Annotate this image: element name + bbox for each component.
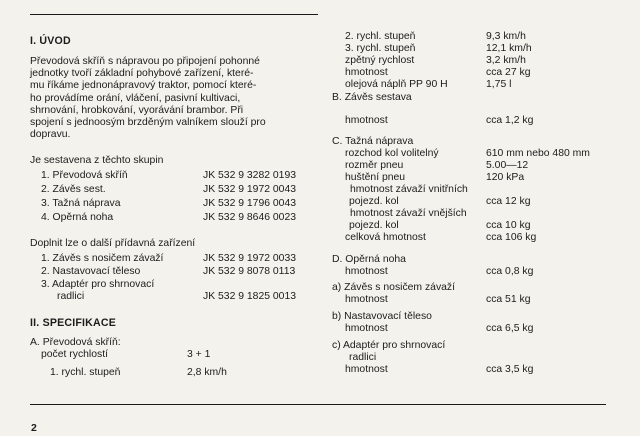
extra-code: JK 532 9 1972 0033 — [203, 253, 297, 264]
spec-b2-value: cca 6,5 kg — [486, 323, 534, 334]
extra-code: JK 532 9 8078 0113 — [203, 266, 296, 277]
spec-gear1-value: 2,8 km/h — [187, 367, 227, 378]
spec-row-value: 1,75 l — [486, 79, 512, 90]
extra-code: JK 532 9 1825 0013 — [203, 291, 297, 302]
spec-a2-title: a) Závěs s nosičem závaží — [332, 282, 455, 293]
spec-c2-title-cont: radlici — [349, 352, 377, 363]
intro-line: spojení s jednoosým brzděným valníkem slouží pro — [30, 117, 266, 129]
spec-a2-value: cca 51 kg — [486, 294, 531, 305]
intro-line: shrnování, hrobkování, vyorávání brambor. Při — [30, 104, 244, 116]
spec-c-value: cca 12 kg — [486, 196, 531, 207]
intro-line: dopravu. — [30, 129, 71, 141]
extra-label: 1. Závěs s nosičem závaží — [41, 253, 164, 264]
group-label: 4. Opěrná noha — [41, 212, 114, 223]
spec-c-value: 610 mm nebo 480 mm — [486, 148, 590, 159]
group-label: 3. Tažná náprava — [41, 198, 121, 209]
spec-row-label: 2. rychl. stupeň — [345, 31, 416, 42]
extra-label: 2. Nastavovací těleso — [41, 266, 141, 277]
spec-c-title: C. Tažná náprava — [332, 136, 414, 147]
spec-d-value: cca 0,8 kg — [486, 266, 534, 277]
spec-c-value: cca 10 kg — [486, 220, 531, 231]
spec-c-value: 5.00—12 — [486, 160, 529, 171]
spec-c-label: hmotnost závaží vnitřních — [350, 184, 468, 195]
spec-c-value: cca 106 kg — [486, 232, 537, 243]
top-rule — [30, 14, 318, 15]
spec-row-label: zpětný rychlost — [345, 55, 415, 66]
section-title-specifikace: II. SPECIFIKACE — [30, 317, 116, 329]
intro-line: ho provádíme orání, vláčení, pasivní kultivaci, — [30, 92, 241, 104]
section-title-uvod: I. ÚVOD — [30, 35, 71, 47]
extras-title: Doplnit lze o další přídavná zařízení — [30, 238, 196, 249]
page-number: 2 — [31, 422, 37, 434]
group-code: JK 532 9 8646 0023 — [203, 212, 297, 223]
groups-title: Je sestavena z těchto skupin — [30, 155, 164, 166]
group-label: 2. Závěs sest. — [41, 184, 106, 195]
spec-gears-value: 3 + 1 — [187, 349, 211, 360]
spec-row-label: olejová náplň PP 90 H — [345, 79, 448, 90]
spec-d-title: D. Opěrná noha — [332, 254, 406, 265]
group-code: JK 532 9 3282 0193 — [203, 170, 297, 181]
intro-paragraph — [30, 56, 312, 141]
spec-a-title: A. Převodová skříň: — [30, 337, 121, 348]
spec-c2-title: c) Adaptér pro shrnovací — [332, 340, 446, 351]
group-code: JK 532 9 1796 0043 — [203, 198, 297, 209]
extra-label: 3. Adaptér pro shrnovací — [41, 279, 155, 290]
spec-b-title: B. Závěs sestava — [332, 92, 412, 103]
spec-b2-title: b) Nastavovací těleso — [332, 311, 432, 322]
spec-c-label: celková hmotnost — [345, 232, 426, 243]
extra-label: radlici — [57, 291, 85, 302]
spec-b-label: hmotnost — [345, 115, 388, 126]
spec-c-label: rozměr pneu — [345, 160, 404, 171]
spec-c-value: 120 kPa — [486, 172, 525, 183]
spec-c2-label: hmotnost — [345, 364, 388, 375]
intro-line: jednotky tvoří základní pohybové zařízení, které- — [30, 68, 254, 80]
spec-b2-label: hmotnost — [345, 323, 388, 334]
spec-d-label: hmotnost — [345, 266, 388, 277]
spec-row-value: 9,3 km/h — [486, 31, 526, 42]
spec-row-value: 3,2 km/h — [486, 55, 526, 66]
spec-row-value: 12,1 km/h — [486, 43, 532, 54]
spec-c2-value: cca 3,5 kg — [486, 364, 534, 375]
spec-row-value: cca 27 kg — [486, 67, 531, 78]
spec-c-label: pojezd. kol — [349, 220, 399, 231]
spec-c-label: rozchod kol volitelný — [345, 148, 439, 159]
intro-line: Převodová skříň s nápravou po připojení pohonné — [30, 56, 260, 67]
group-label: 1. Převodová skříň — [41, 170, 128, 181]
spec-row-label: 3. rychl. stupeň — [345, 43, 416, 54]
spec-a2-label: hmotnost — [345, 294, 388, 305]
spec-c-label: pojezd. kol — [349, 196, 399, 207]
spec-gear1-label: 1. rychl. stupeň — [50, 367, 121, 378]
spec-c-label: huštění pneu — [345, 172, 406, 183]
intro-line: mu říkáme jednonápravový traktor, pomocí které- — [30, 80, 257, 92]
spec-c-label: hmotnost závaží vnějších — [350, 208, 467, 219]
spec-b-value: cca 1,2 kg — [486, 115, 534, 126]
spec-row-label: hmotnost — [345, 67, 388, 78]
group-code: JK 532 9 1972 0043 — [203, 184, 297, 195]
bottom-rule — [30, 404, 606, 405]
spec-gears-label: počet rychlostí — [41, 349, 108, 360]
